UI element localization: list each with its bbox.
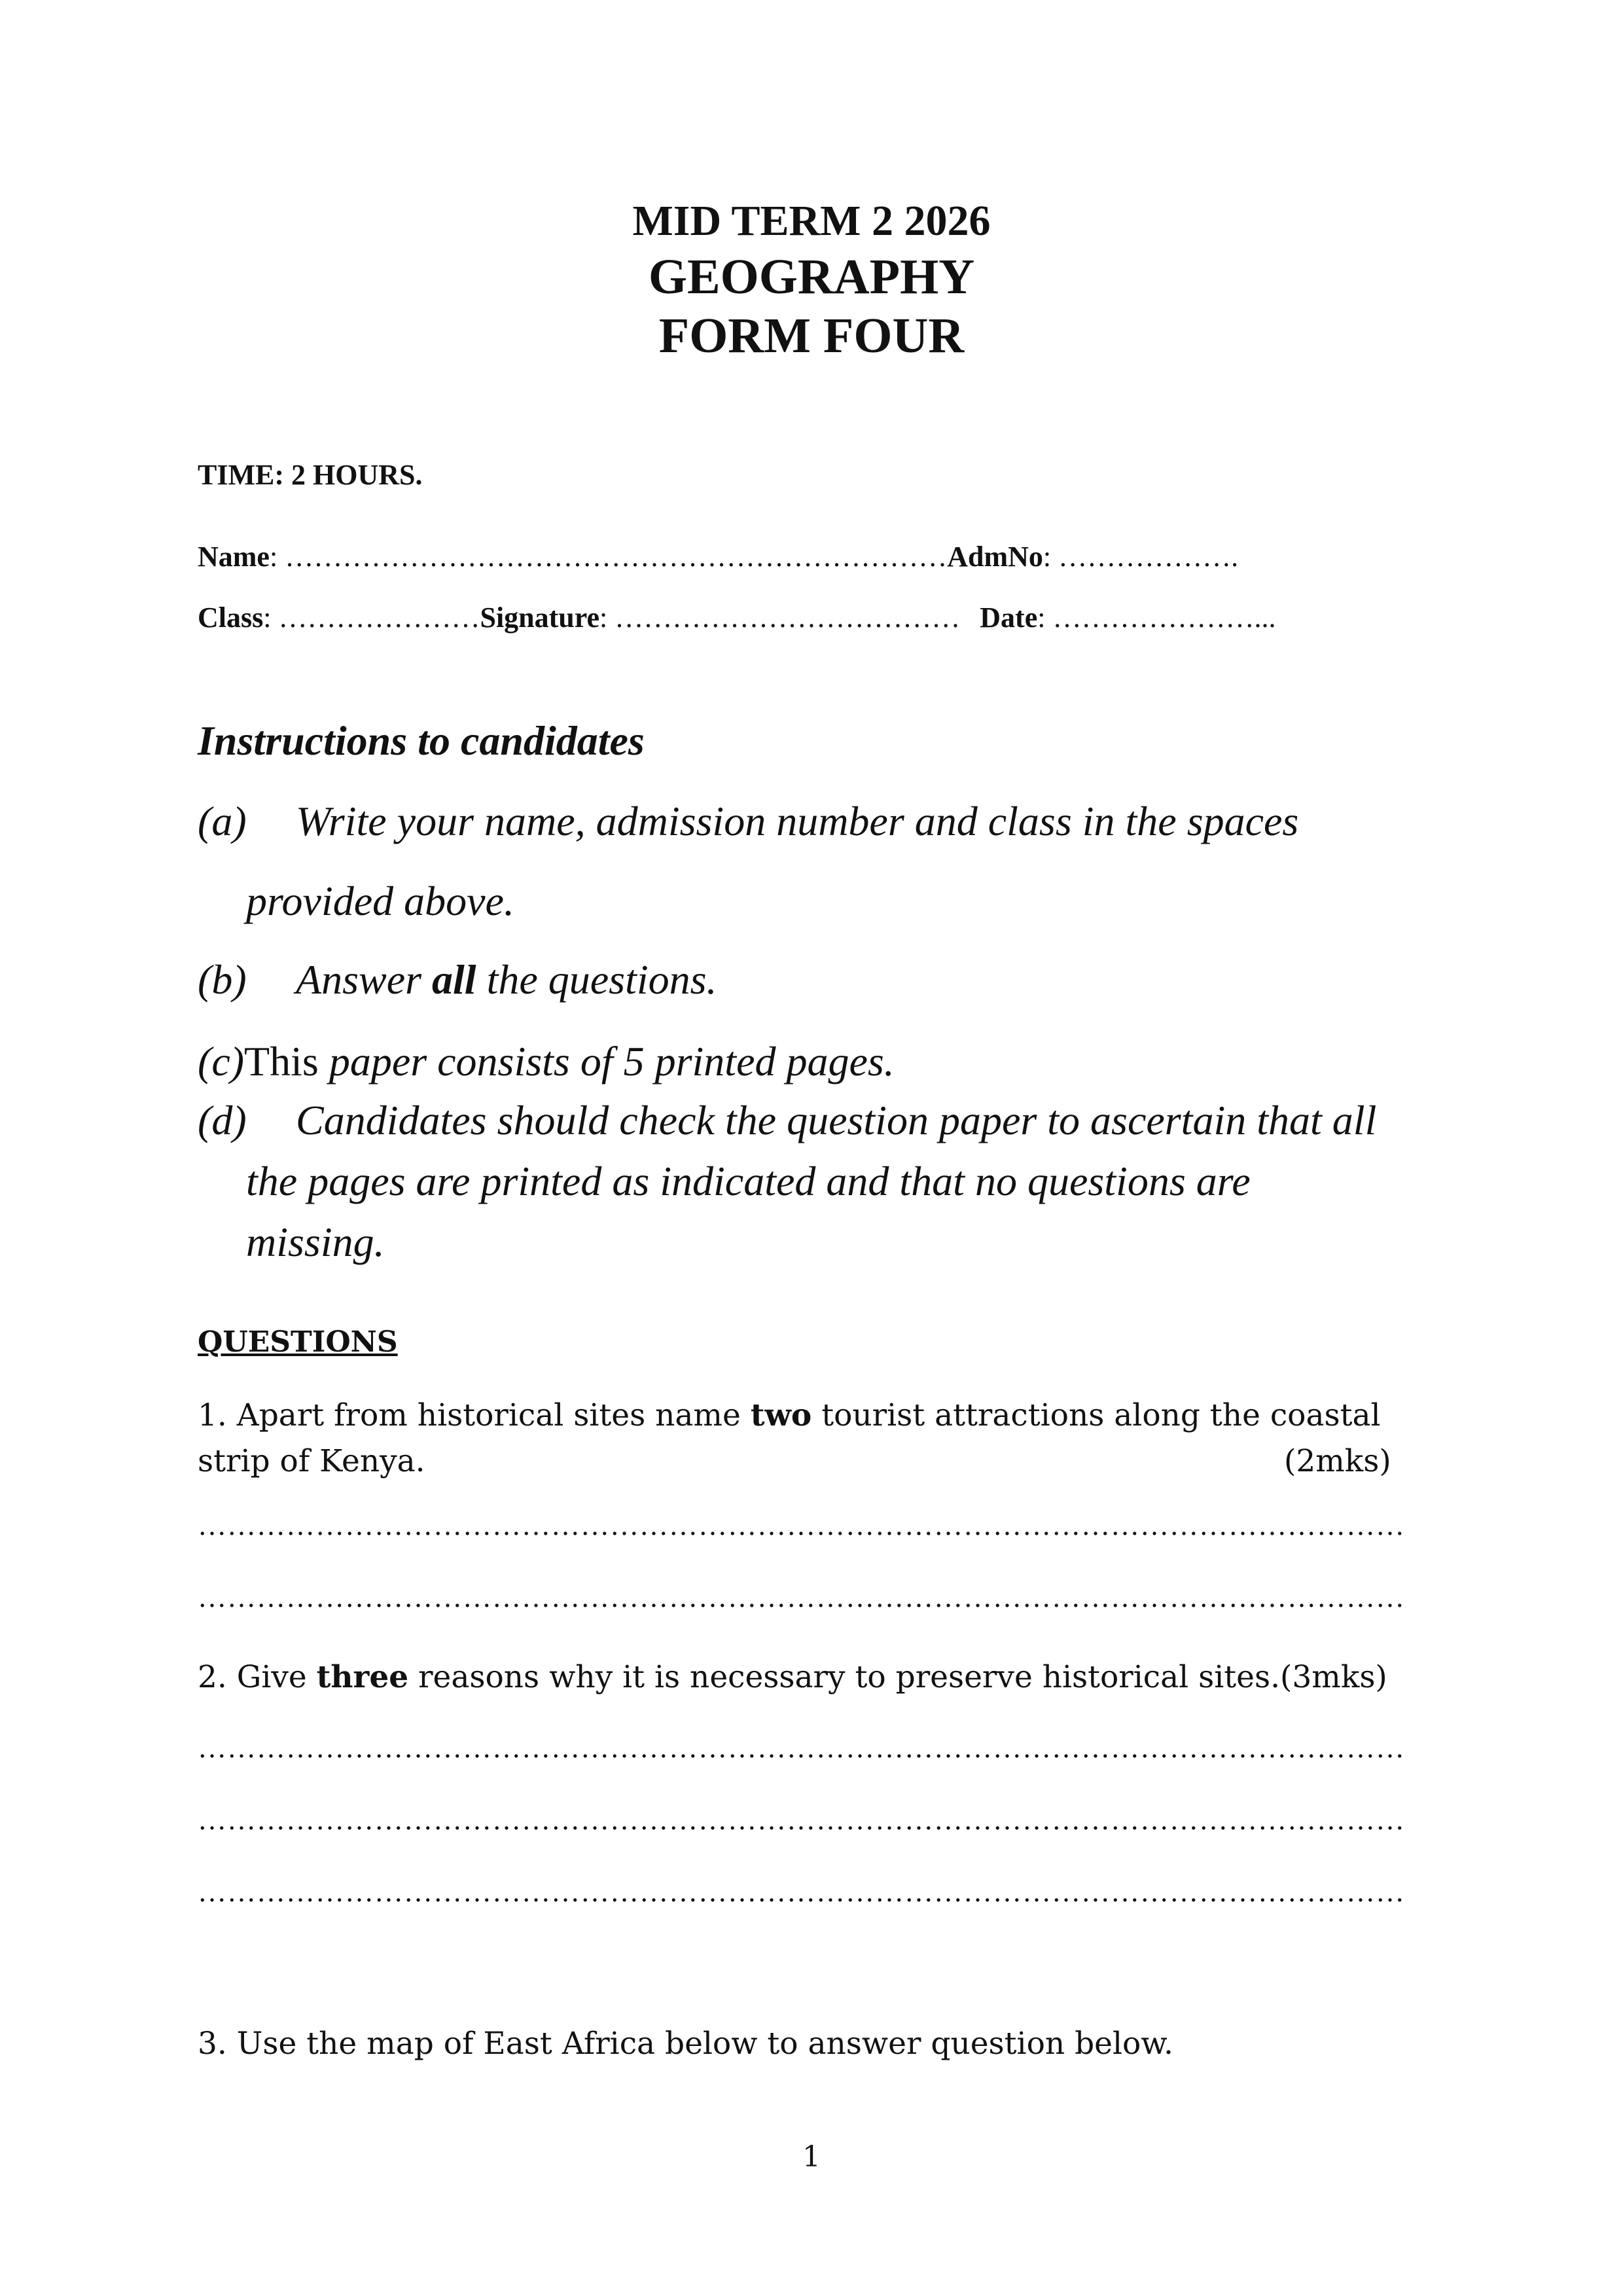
exam-title: MID TERM 2 2026: [632, 197, 991, 245]
instruction-a: [198, 797, 1298, 846]
subject-title: GEOGRAPHY: [648, 249, 975, 304]
question-3: 3. Use the map of East Africa below to answer question below.: [198, 2026, 1173, 2062]
instruction-d-marker: (d): [198, 1097, 247, 1143]
instruction-a-marker: (a): [198, 798, 247, 844]
instruction-d: [198, 1096, 1376, 1145]
instructions-heading: Instructions to candidates: [198, 717, 645, 764]
name-field[interactable]: : ……………………………………………………………: [269, 541, 948, 573]
instruction-d-continued-1: the pages are printed as indicated and that no questions are: [246, 1158, 1251, 1204]
question-1-continued: strip of Kenya.: [198, 1443, 425, 1479]
instruction-b-post: the questions.: [476, 956, 717, 1003]
signature-label: Signature: [480, 601, 600, 634]
question-1-emphasis: two: [750, 1397, 812, 1433]
instruction-c: [198, 1037, 895, 1086]
questions-heading: QUESTIONS: [198, 1325, 398, 1359]
answer-line[interactable]: ……………………………………………………………………………………………………………: [198, 1509, 1405, 1541]
instruction-c-marker: (c): [198, 1038, 245, 1085]
name-label: Name: [198, 541, 270, 573]
class-label: Class: [198, 601, 264, 634]
class-field[interactable]: : …………………: [263, 601, 480, 634]
instruction-b-emphasis: all: [432, 956, 476, 1003]
instruction-c-text: paper consists of 5 printed pages.: [318, 1038, 895, 1085]
question-2-emphasis: three: [316, 1659, 409, 1695]
name-admno-line: [198, 540, 1238, 573]
question-1-post: tourist attractions along the coastal: [812, 1397, 1381, 1433]
instruction-d-continued-2: missing.: [246, 1219, 385, 1265]
instruction-a-continued: provided above.: [246, 878, 514, 924]
instruction-c-this: This: [244, 1038, 319, 1085]
question-1-marks: (2mks): [1284, 1443, 1391, 1479]
form-title: FORM FOUR: [658, 308, 965, 363]
instruction-a-text: Write your name, admission number and class in the spaces: [296, 798, 1299, 844]
time-allowed: TIME: 2 HOURS.: [198, 459, 423, 491]
instruction-b-marker: (b): [198, 956, 247, 1003]
question-2-post: reasons why it is necessary to preserve historical sites.(3mks): [408, 1659, 1387, 1695]
answer-line[interactable]: ……………………………………………………………………………………………………………: [198, 1581, 1405, 1613]
admno-field[interactable]: : ……………….: [1043, 541, 1239, 573]
instruction-d-text: Candidates should check the question paper to ascertain that all: [296, 1097, 1377, 1143]
class-signature-date-line: [198, 601, 1275, 634]
answer-line[interactable]: ……………………………………………………………………………………………………………: [198, 1804, 1405, 1836]
date-field[interactable]: : …………………...: [1037, 601, 1276, 634]
answer-line[interactable]: ……………………………………………………………………………………………………………: [198, 1732, 1405, 1764]
signature-field[interactable]: : ………………………………: [599, 601, 961, 634]
page-number: 1: [802, 2140, 821, 2174]
question-2: [198, 1659, 1387, 1695]
admno-label: AdmNo: [947, 541, 1043, 573]
question-1-pre: 1. Apart from historical sites name: [198, 1397, 751, 1433]
question-1: [198, 1397, 1381, 1433]
question-2-pre: 2. Give: [198, 1659, 317, 1695]
answer-line[interactable]: ……………………………………………………………………………………………………………: [198, 1876, 1405, 1908]
date-label: Date: [980, 601, 1038, 634]
instruction-b-pre: Answer: [296, 956, 432, 1003]
instruction-b: [198, 956, 717, 1004]
